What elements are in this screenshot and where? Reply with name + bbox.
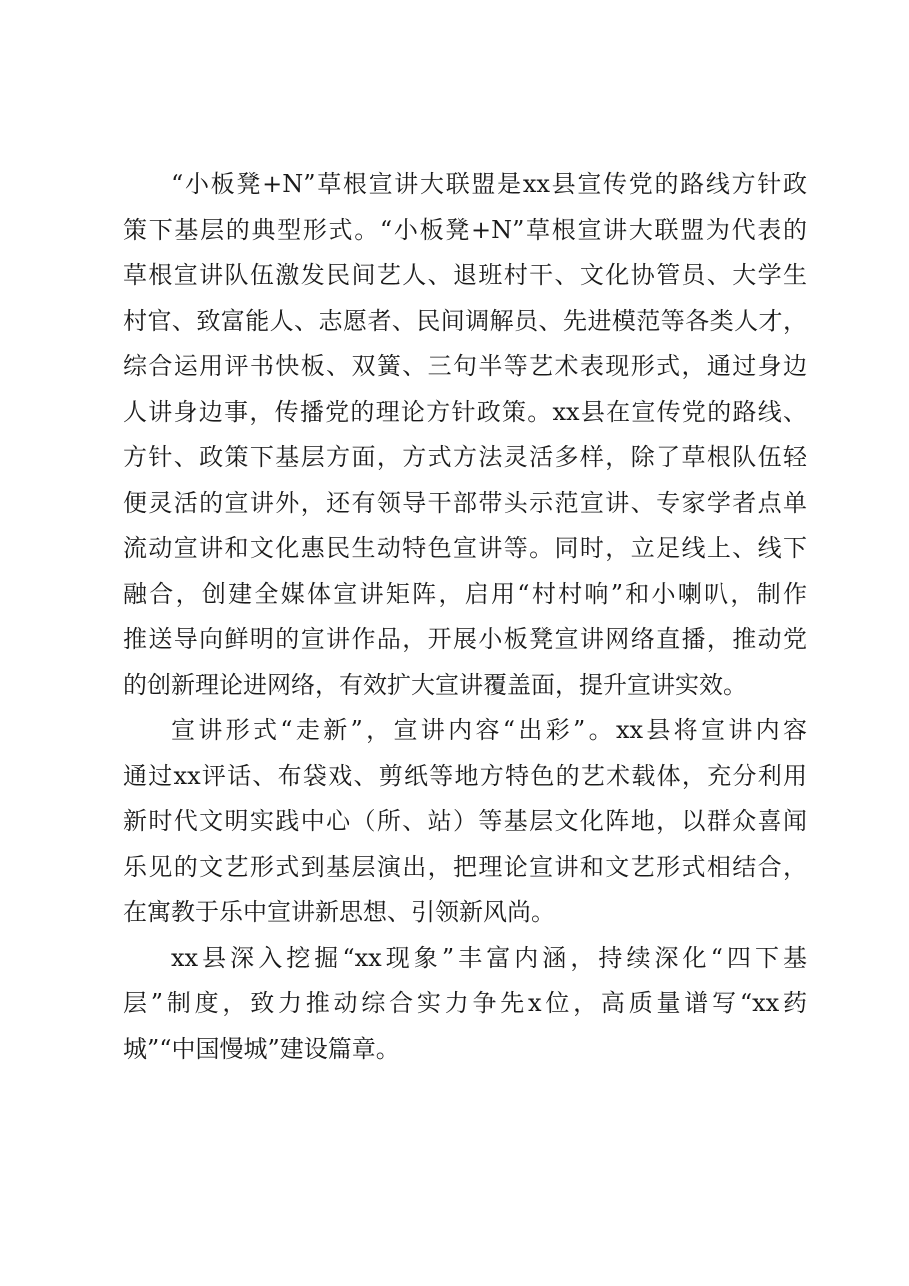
text-line: 村官、致富能人、志愿者、民间调解员、先进模范等各类人才， — [123, 306, 807, 335]
text-line: 方针、政策下基层方面，方式方法灵活多样，除了草根队伍轻 — [123, 443, 807, 471]
text-line: 策下基层的典型形式。“小板凳+N”草根宣讲大联盟为代表的 — [123, 215, 807, 244]
text-line: 城”“中国慢城”建设篇章。 — [123, 1034, 400, 1063]
text-line: 融合，创建全媒体宣讲矩阵，启用“村村响”和小喇叭，制作 — [123, 579, 807, 608]
paragraph-2 — [123, 708, 810, 936]
text-line: 的创新理论进网络，有效扩大宣讲覆盖面，提升宣讲实效。 — [123, 670, 747, 699]
text-line: 乐见的文艺形式到基层演出，把理论宣讲和文艺形式相结合， — [123, 852, 807, 881]
text-line: xx县深入挖掘“xx现象”丰富内涵，持续深化“四下基 — [171, 943, 807, 972]
text-line: 通过xx评话、布袋戏、剪纸等地方特色的艺术载体，充分利用 — [123, 761, 807, 790]
text-line: 草根宣讲队伍激发民间艺人、退班村干、文化协管员、大学生 — [123, 261, 807, 289]
text-line: 流动宣讲和文化惠民生动特色宣讲等。同时，立足线上、线下 — [123, 534, 807, 562]
text-line: “小板凳+N”草根宣讲大联盟是xx县宣传党的路线方针政 — [171, 170, 807, 198]
text-line: 便灵活的宣讲外，还有领导干部带头示范宣讲、专家学者点单 — [123, 488, 807, 517]
text-line: 推送导向鲜明的宣讲作品，开展小板凳宣讲网络直播，推动党 — [123, 625, 807, 653]
text-line: 在寓教于乐中宣讲新思想、引领新风尚。 — [123, 898, 555, 926]
text-line: 人讲身边事，传播党的理论方针政策。xx县在宣传党的路线、 — [123, 397, 807, 426]
paragraph-1 — [123, 162, 810, 708]
paragraph-3 — [123, 936, 810, 1073]
text-line: 层”制度，致力推动综合实力争先x位，高质量谱写“xx药 — [123, 989, 807, 1017]
text-line: 宣讲形式“走新”，宣讲内容“出彩”。xx县将宣讲内容 — [171, 716, 807, 744]
text-line: 新时代文明实践中心（所、站）等基层文化阵地，以群众喜闻 — [123, 807, 807, 835]
text-line: 综合运用评书快板、双簧、三句半等艺术表现形式，通过身边 — [123, 352, 807, 380]
